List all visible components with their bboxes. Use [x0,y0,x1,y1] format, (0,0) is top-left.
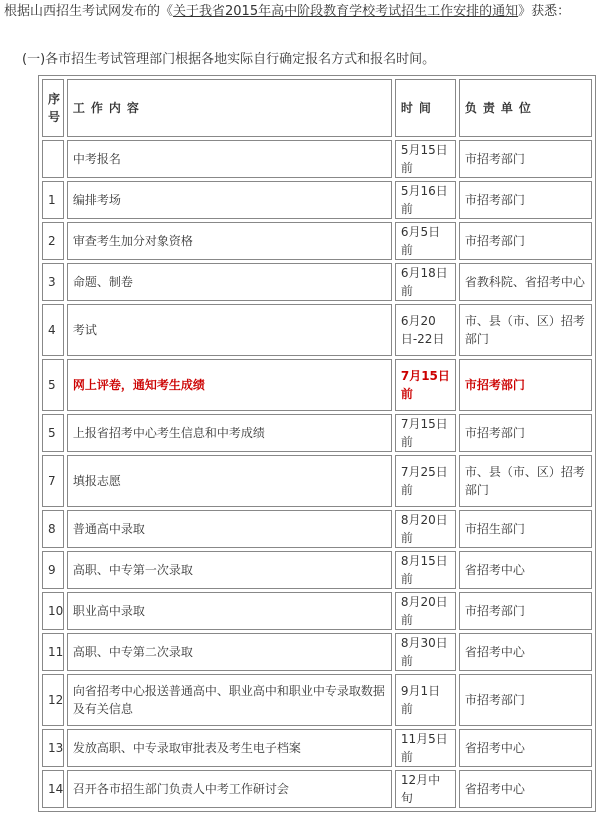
row-work: 考试 [67,304,392,356]
notice-link[interactable]: 关于我省2015年高中阶段教育学校考试招生工作安排的通知 [173,4,519,19]
table-row [42,770,592,808]
intro-paragraph [4,3,608,21]
intro-suffix: 》获悉： [518,4,571,19]
row-no: 12 [42,674,64,726]
row-time: 6月20日-22日 [395,304,456,356]
row-work: 召开各市招生部门负责人中考工作研讨会 [67,770,392,808]
row-work: 网上评卷，通知考生成绩 [67,359,392,411]
row-no: 3 [42,263,64,301]
row-time: 11月5日前 [395,729,456,767]
row-dept: 市招生部门 [459,510,592,548]
table-row [42,674,592,726]
table-header-row [42,79,592,137]
table-row [42,551,592,589]
table-row [42,222,592,260]
table-row [42,510,592,548]
table-row [42,455,592,507]
row-no: 11 [42,633,64,671]
header-work: 工作内容 [67,79,392,137]
table-row [42,414,592,452]
row-dept: 省招考中心 [459,770,592,808]
row-work: 向省招考中心报送普通高中、职业高中和职业中专录取数据及有关信息 [67,674,392,726]
row-no: 5 [42,359,64,411]
table-row [42,181,592,219]
row-no: 8 [42,510,64,548]
header-dept: 负责单位 [459,79,592,137]
row-no: 14 [42,770,64,808]
row-time: 7月15日前 [395,414,456,452]
row-work: 编排考场 [67,181,392,219]
row-no [42,140,64,178]
row-work: 发放高职、中专录取审批表及考生电子档案 [67,729,392,767]
row-work: 中考报名 [67,140,392,178]
row-time: 12月中旬 [395,770,456,808]
row-dept: 省招考中心 [459,729,592,767]
row-no: 1 [42,181,64,219]
row-time: 6月18日前 [395,263,456,301]
table-row [42,304,592,356]
row-time: 5月15日前 [395,140,456,178]
table-row [42,592,592,630]
row-time: 8月20日前 [395,510,456,548]
row-dept: 市招考部门 [459,181,592,219]
row-time: 8月15日前 [395,551,456,589]
row-work: 普通高中录取 [67,510,392,548]
row-time: 8月20日前 [395,592,456,630]
row-dept: 市招考部门 [459,674,592,726]
row-dept: 省教科院、省招考中心 [459,263,592,301]
row-dept: 省招考中心 [459,551,592,589]
table-row [42,729,592,767]
row-dept: 市招考部门 [459,414,592,452]
row-dept: 市、县（市、区）招考部门 [459,455,592,507]
row-dept: 市招考部门 [459,222,592,260]
row-work: 填报志愿 [67,455,392,507]
row-no: 4 [42,304,64,356]
row-time: 5月16日前 [395,181,456,219]
row-dept: 市、县（市、区）招考部门 [459,304,592,356]
row-dept: 市招考部门 [459,140,592,178]
row-work: 职业高中录取 [67,592,392,630]
row-work: 高职、中专第一次录取 [67,551,392,589]
row-time: 9月1日前 [395,674,456,726]
row-work: 命题、制卷 [67,263,392,301]
row-no: 7 [42,455,64,507]
table-row [42,633,592,671]
row-no: 5 [42,414,64,452]
row-time: 7月25日前 [395,455,456,507]
row-time: 8月30日前 [395,633,456,671]
row-dept: 市招考部门 [459,592,592,630]
section-title: (一)各市招生考试管理部门根据各地实际自行确定报名方式和报名时间。 [22,52,436,67]
row-dept: 市招考部门 [459,359,592,411]
row-no: 2 [42,222,64,260]
row-work: 审查考生加分对象资格 [67,222,392,260]
table-row [42,140,592,178]
table-row [42,263,592,301]
header-no: 序号 [42,79,64,137]
header-time: 时间 [395,79,456,137]
row-no: 10 [42,592,64,630]
row-time: 6月5日前 [395,222,456,260]
table-row-highlighted [42,359,592,411]
row-time: 7月15日前 [395,359,456,411]
intro-prefix: 根据山西招生考试网发布的《 [4,4,174,19]
row-dept: 省招考中心 [459,633,592,671]
row-work: 高职、中专第二次录取 [67,633,392,671]
row-no: 9 [42,551,64,589]
schedule-table [38,75,596,812]
row-no: 13 [42,729,64,767]
row-work: 上报省招考中心考生信息和中考成绩 [67,414,392,452]
